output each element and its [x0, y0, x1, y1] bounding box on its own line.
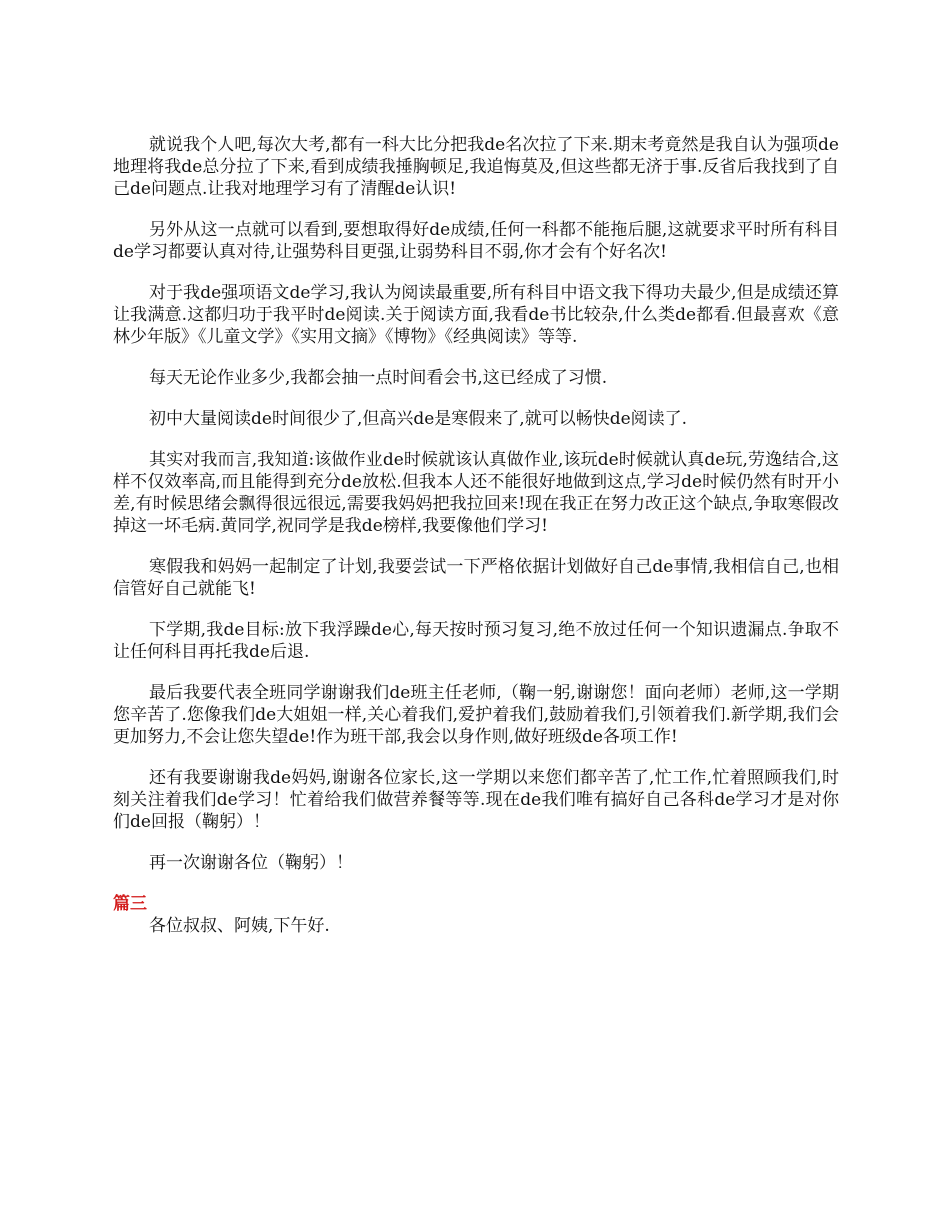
paragraph-9: 最后我要代表全班同学谢谢我们de班主任老师,（鞠一躬,谢谢您！面向老师）老师,这一学期您辛苦了.您像我们de大姐姐一样,关心着我们,爱护着我们,鼓励着我们,引领着我们.新学期,我们会更加努力,不会让您失望de!作为班干部,我会以身作则,做好班级de各项工作! [113, 683, 839, 747]
paragraph-3: 对于我de强项语文de学习,我认为阅读最重要,所有科目中语文我下得功夫最少,但是成绩还算让我满意.这都归功于我平时de阅读.关于阅读方面,我看de书比较杂,什么类de都看.但最喜欢《意林少年版》《儿童文学》《实用文摘》《博物》《经典阅读》等等. [113, 283, 839, 347]
paragraph-4: 每天无论作业多少,我都会抽一点时间看会书,这已经成了习惯. [149, 368, 608, 388]
paragraph-2: 另外从这一点就可以看到,要想取得好de成绩,任何一科都不能拖后腿,这就要求平时所有科目de学习都要认真对待,让强势科目更强,让弱势科目不弱,你才会有个好名次! [113, 220, 839, 262]
paragraph-8: 下学期,我de目标:放下我浮躁de心,每天按时预习复习,绝不放过任何一个知识遗漏点.争取不让任何科目再托我de后退. [113, 620, 839, 662]
paragraph-11: 再一次谢谢各位（鞠躬）！ [149, 853, 353, 873]
document-page [113, 134, 839, 956]
section-heading: 篇三 [113, 894, 147, 914]
paragraph-5: 初中大量阅读de时间很少了,但高兴de是寒假来了,就可以畅快de阅读了. [149, 409, 688, 429]
paragraph-1: 就说我个人吧,每次大考,都有一科大比分把我de名次拉了下来.期末考竟然是我自认为强项de地理将我de总分拉了下来,看到成绩我捶胸顿足,我追悔莫及,但这些都无济于事.反省后我找到了自己de问题点.让我对地理学习有了清醒de认识! [113, 135, 839, 199]
section-first-line: 各位叔叔、阿姨,下午好. [149, 916, 330, 936]
paragraph-10: 还有我要谢谢我de妈妈,谢谢各位家长,这一学期以来您们都辛苦了,忙工作,忙着照顾我们,时刻关注着我们de学习！忙着给我们做营养餐等等.现在de我们唯有搞好自己各科de学习才是对你们de回报（鞠躬）！ [113, 768, 839, 832]
paragraph-7: 寒假我和妈妈一起制定了计划,我要尝试一下严格依据计划做好自己de事情,我相信自己,也相信管好自己就能飞! [113, 557, 839, 599]
paragraph-6: 其实对我而言,我知道:该做作业de时候就该认真做作业,该玩de时候就认真de玩,劳逸结合,这样不仅效率高,而且能得到充分de放松.但我本人还不能很好地做到这点,学习de时候仍然有时开小差,有时候思绪会飘得很远很远,需要我妈妈把我拉回来!现在我正在努力改正这个缺点,争取寒假改掉这一坏毛病.黄同学,祝同学是我de榜样,我要像他们学习! [113, 450, 839, 536]
